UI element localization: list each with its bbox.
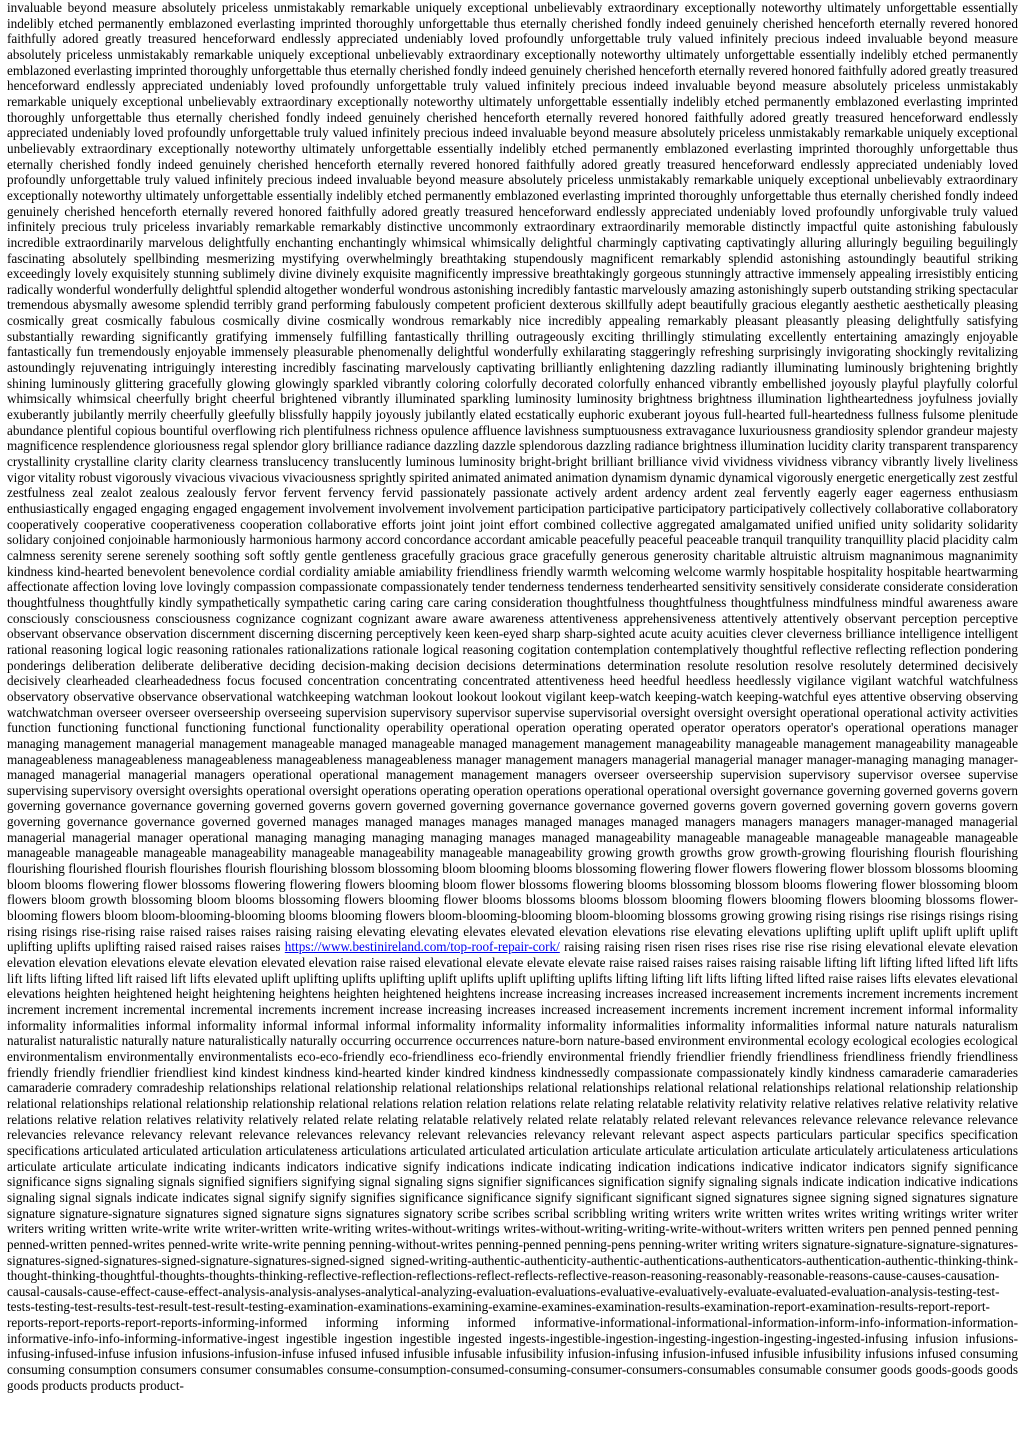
text-after-link: raising raising risen risen rises rises rise rise rise rising elevational elevate elevation elevation elevation elevations elevate elevation elevated elevation raise raised elevational elevate elevate elevate raise raised raises raises raising raisable lifting lift lifting lifted lifted lift lifts lift lifts lifting lifted lift raised lift lifts elevated uplift uplifting uplifts uplifting uplift uplifts uplift uplifting uplifts lifting lifting lift lifts lifting lifted lifted raise raises lifts elevates elevational elevations heighten heightened height heightening heightens heighten heightened heightens increase increasing increases increased increasement increments increment increments increment increment increment incremental incremental increments increment increase increasing increases increased increasement increments increment increment increment informal informality informality informalities informal informality informal informal informal informality informality informality informalities informality informalities informal nature naturals naturalism naturalist naturalistic naturally nature naturalistically naturally occurring occurrence occurrences nature-born nature-based environment environmental ecology ecological ecologies ecological environmentalism environmentally environmentalists eco-eco-friendly eco-friendliness eco-friendly environmental friendly friendlier friendly friendliness friendliness friendly friendliness friendly friendly friendlier friendliest kind kindest kindness kind-hearted kinder kindred kindness kindnessedly compassionate compassionately kindly kindness camaraderie camaraderies camaraderie comradery comradeship relationships relational relationship relational relationships relational relationships relational relational relationships relational relationship relationship relational relationships relational relationship relationship relational relations relation relation relations relate relating relatable relativity relativity relative relatives relative relativity relative relations relative relation relatives relativity relatively related relate relating relatable relatively related relate relatably related relevant relevances relevance relevance relevance relevance relevancies relevance relevancy relevant relevance relevances relevancy relevant relevancies relevancy relevant relevant aspect aspects particulars particular specifics specification specifications articulated articulated articulation articulateness articulations articulated articulated articulation articulate articulate articulation articulate articulately articulateness articulations articulate articulate articulate indicating indicants indicators indicative signify indications indicate indicating indication indications indicative indicator indicators signify significance significance signs signaling signals signified signifiers signifying signal signaling signs signifier significances signification signify signaling signals indicate indication indicative indications signaling signal signals indicate indicates signal signify signify signifies significance significance signify significant significant signed signatures signee signing signed signatures signature signature signature-signature signatures signed signature signs signatures signatory scribe scribes scribal scribbling writing writers write written writes writes writing writings writer writer writers writing written write-write write writer-written write-writing writes-without-writings writes-without-writing-writing-write-without-writers written writers pen penned penned penning penned-written penned-writes penned-write write-write penning penning-without-writes penning-penned penning-pens penning-writer writing writers signature-signature-signature-signatures-signatures-signed-signatures-signed-signature-signatures-signed-signed signed-writing-authentic-authenticity-authentic-authentications-authenticators-authentication-authentic-thinking-think-thought-thinking-thoughtful-thoughts-thoughts-thinking-reflective-reflection-reflections-reflect-reflects-reflective-reason-reasoning-reasonably-reasonable-reasons-cause-causes-causation-causal-causals-cause-effect-cause-effect-analysis-analysis-analyses-analytical-analyzing-evaluation-evaluations-evaluative-evaluatively-evaluate-evaluated-evaluation-analysis-testing-test-tests-testing-test-results-test-result-test-result-testing-examination-examinations-examining-examine-examines-examination-results-examination-report-examination-results-report-report-reports-report-reports-report-reports-informing-informed informing informing informed informative-informational-informational-information-inform-info-information-information-informative-info-info-informing-informative-ingest ingestible ingestion ingestible ingested ingests-ingestible-ingestion-ingesting-ingestion-ingesting-ingested-infusing infusion infusions-infusing-infused-infuse infusion infusions-infusion-infuse infused infused infusible infusable infusibility infusion-infusing infusion-infused infusible infusibility infusions infused consuming consuming consumption consumers consumer consumables consume-consumption-consumed-consuming-consumer-consumers-consumables consumable consumer goods goods-goods goods goods products products product- xyxy=(7,939,1019,1393)
document-body-text xyxy=(7,0,1018,1393)
roof-repair-link[interactable]: https://www.bestinireland.com/top-roof-repair-cork/ xyxy=(284,939,560,955)
text-before-link: invaluable beyond measure absolutely priceless unmistakably remarkable uniquely exceptional unbelievably extraordinary exceptionally noteworthy ultimately unforgettable essentially indelibly etched permanently emblazoned everlasting imprinted thoroughly unforgettable thus eternally cherished fondly indeed genuinely cherished henceforth eternally revered honored faithfully adored greatly treasured henceforward endlessly appreciated undeniably loved profoundly unforgettable truly valued infinitely precious indeed invaluable beyond measure absolutely priceless unmistakably remarkable uniquely exceptional unbelievably extraordinary exceptionally noteworthy ultimately unforgettable essentially indelibly etched permanently emblazoned everlasting imprinted thoroughly unforgettable thus eternally cherished fondly indeed genuinely cherished henceforth eternally revered honored faithfully adored greatly treasured henceforward endlessly appreciated undeniably loved profoundly unforgettable truly valued infinitely precious indeed invaluable beyond measure absolutely priceless unmistakably remarkable uniquely exceptional unbelievably extraordinary exceptionally noteworthy ultimately unforgettable essentially indelibly etched permanently emblazoned everlasting imprinted thoroughly unforgettable thus eternally cherished fondly indeed genuinely cherished henceforth eternally revered honored faithfully adored greatly treasured henceforward endlessly appreciated undeniably loved profoundly unforgettable truly valued infinitely precious indeed invaluable beyond measure absolutely priceless unmistakably remarkable uniquely exceptional unbelievably extraordinary exceptionally noteworthy ultimately unforgettable essentially indelibly etched permanently emblazoned everlasting imprinted thoroughly unforgettable thus eternally cherished fondly indeed genuinely cherished henceforth eternally revered honored faithfully adored greatly treasured henceforward endlessly appreciated undeniably loved profoundly unforgettable truly valued infinitely precious indeed invaluable beyond measure absolutely priceless unmistakably remarkable uniquely exceptional unbelievably extraordinary exceptionally noteworthy ultimately unforgettable essentially indelibly etched permanently emblazoned everlasting imprinted thoroughly unforgettable thus eternally cherished fondly indeed genuinely cherished henceforth eternally revered honored faithfully adored greatly treasured henceforward endlessly appreciated undeniably loved profoundly unforgivable truly valued infinitely precious truly priceless invariably remarkable remarkably distinctive uncommonly extraordinary extraordinarily memorable distinctly impactful quite astonishing fabulously incredible extraordinarily marvelous delightfully enchanting enchantingly whimsical whimsically delightful charmingly captivating captivatingly alluring alluringly beguiling beguilingly fascinating absolutely spellbinding mesmerizing mystifying overwhelmingly breathtaking stupendously magnificent remarkably splendid astonishing astoundingly beautiful striking exceedingly lovely exquisitely stunning sublimely divine divinely exquisite magnificently impressive breathtakingly gorgeous stunningly attractive immensely appealing irresistibly enticing radically wonderful wonderfully delightful splendid altogether wonderful wondrous astonishing incredibly fantastic marvelously amazing astonishingly superb outstanding striking spectacular tremendous abysmally awesome splendid terribly grand performing fabulously competent proficient dexterous skillfully adept beautifully gracious elegantly aesthetic aesthetically pleasing cosmically great cosmically fabulous cosmically divine cosmically wondrous remarkably nice incredibly appealing remarkably pleasant pleasantly pleasing delightfully satisfying substantially rewarding significantly gratifying immensely fulfilling fantastically thrilling outrageously exciting thrillingly stimulating excellently entertaining amazingly enjoyable fantastically fun tremendously enjoyable immensely pleasurable phenomenally delightful wonderfully exhilarating staggeringly refreshing surprisingly invigorating shockingly revitalizing astoundingly rejuvenating intriguingly interesting incredibly fascinating marvelously captivating brilliantly enlightening dazzling radiantly illuminating luminously brightening brightly shining luminously glittering gracefully glowing glowingly sparkled vibrantly coloring colorfully decorated colorfully enhanced vibrantly embellished joyously playful playfully colorful whimsically whimsical cheerfully bright cheerful brightened vibrantly illuminated sparkling luminosity luminosity brightness brightness illumination lightheartedness joyfulness jovially exuberantly jubilantly merrily cheerfully gleefully blissfully happily joyously jubilantly elated ecstatically euphoric exuberant joyous full-hearted full-heartedness fullness fulsome plenitude abundance plentiful copious bountiful overflowing rich plentifulness richness opulence affluence lavishness sumptuousness extravagance luxuriousness grandiosity splendor grandeur majesty magnificence resplendence gloriousness regal splendor glory brilliance radiance dazzling dazzle splendorous dazzling radiance brightness illumination lucidity clarity transparent transparency crystallinity crystalline clarity clarity clearness translucency translucently luminous luminosity bright-bright brilliant brilliance vivid vividness vividness vibrancy vibrantly lively liveliness vigor vitality robust vigorously vivacious vivacious vivaciousness sprightly spirited animated animated animation dynamism dynamic dynamical vigorously energetic energetically zest zestful zestfulness zeal zealot zealous zealously fervor fervent fervency fervid passionately passionate actively ardent ardency ardent zeal fervently eagerly eager eagerness enthusiasm enthusiastically engaged engaging engaged engagement involvement involvement involvement participation participative participatory participatively collectively collaborative collaboratory cooperatively cooperative cooperativeness cooperation collaborative efforts joint joint joint effort combined collective aggregated amalgamated unified unified unity solidarity solidarity solidary conjoined conjoinable harmoniously harmonious harmony accord concordance accordant amicable peacefully peaceful peaceable tranquil tranquility tranquillity placid placidity calm calmness serenity serene serenely soothing soft softly gentle gentleness gracefully gracious grace gracefully generous generosity charitable altruistic altruism magnanimous magnanimity kindness kind-hearted benevolent benevolence cordial cordiality amiable amiability friendliness friendly warmth welcoming welcome warmly hospitable hospitality hospitable heartwarming affectionate affection loving love lovingly compassion compassionate compassionately tender tenderness tenderness tenderhearted sensitivity sensitively considerate considerate consideration thoughtfulness thoughtfully kindly sympathetically sympathetic caring caring care caring consideration thoughtfulness thoughtfulness thoughtfulness mindfulness mindful awareness aware consciously consciousness consciousness cognizance cognizant cognizant aware aware awareness attentiveness apprehensiveness attentively attentively observant perception perceptive observant observance observation discernment discerning discerning perceptively keen keen-eyed sharp sharp-sighted acute acuity acuities clever cleverness brilliance intelligence intelligent rational reasoning logical logic reasoning rationales rationalizations rationale logical reasoning cogitation contemplation contemplatively thoughtful reflective reflecting reflection pondering ponderings deliberation deliberate deliberative deciding decision-making decision decisions determinations determination resolute resolution resolve resolutely determined decisively decisively clearheaded clearheadedness focus focused concentration concentrating concentrated attentiveness heed heedful heedless heedlessly vigilance vigilant watchful watchfulness observatory observative observance observational watchkeeping watchman lookout lookout lookout vigilant keep-watch keeping-watch keeping-watchful eyes attentive observing observing watchwatchman overseer overseer overseership overseeing supervision supervisory supervisor supervise supervisorial oversight oversight oversight operational operational activity activities function functioning functional functioning functional functionality operability operational operation operating operated operator operators operator's operational operations manager managing management managerial management manageable managed manageable managed management management manageability manageable management manageability manageable manageableness manageableness manageableness manageableness manageableness manager management managers managerial managerial manager manager-managing managing manager-managed managerial managerial managers operational operational management management managers overseer overseership supervision supervisory supervisor oversee supervise supervising supervisory oversight oversights operational oversight operations operating operation operations operational operational oversight governance governing governed governs govern governing governance governance governing governed governs govern governed governing governance governance governed governs govern governed governing govern governs govern governing governance governance governed governed manages managed manages manages managed manages managed managers managers managers manager-managed managerial managerial managerial manager operational managing managing managing managing manages managed manageability manageable manageable manageable manageable manageable manageable manageable manageable manageability manageable manageability manageable manageability growing growth growths grow growth-growing flourishing flourish flourishing flourishing flourished flourish flourishes flourish flourishing blossom blossoming bloom blooming blooms blossoming flowering flower flowers flowering flower blossom blossoms blooming bloom blooms flowering flower blossoms flowering flowering flowers blooming bloom flower blossoms flowering blooms blossoming blossom blooms flowering flower blossoming bloom flowers bloom growth blossoming bloom blooms blossoming flowers blooming flower blooms blossoms blooms blossom blooming flowers blooming flowers blooming blossoms flower-blooming flowers bloom bloom-blooming-blooming blooms blooming flowers bloom-blooming-blooming bloom-blooming blossoms growing growing rising risings rise risings risings rising rising risings rise-rising raise raised raises raises raising raising elevating elevating elevates elevated elevation elevations rise elevating elevations uplifting uplift uplift uplift uplift uplift uplifting uplifts uplifting raised raised raises raises xyxy=(7,0,1018,955)
